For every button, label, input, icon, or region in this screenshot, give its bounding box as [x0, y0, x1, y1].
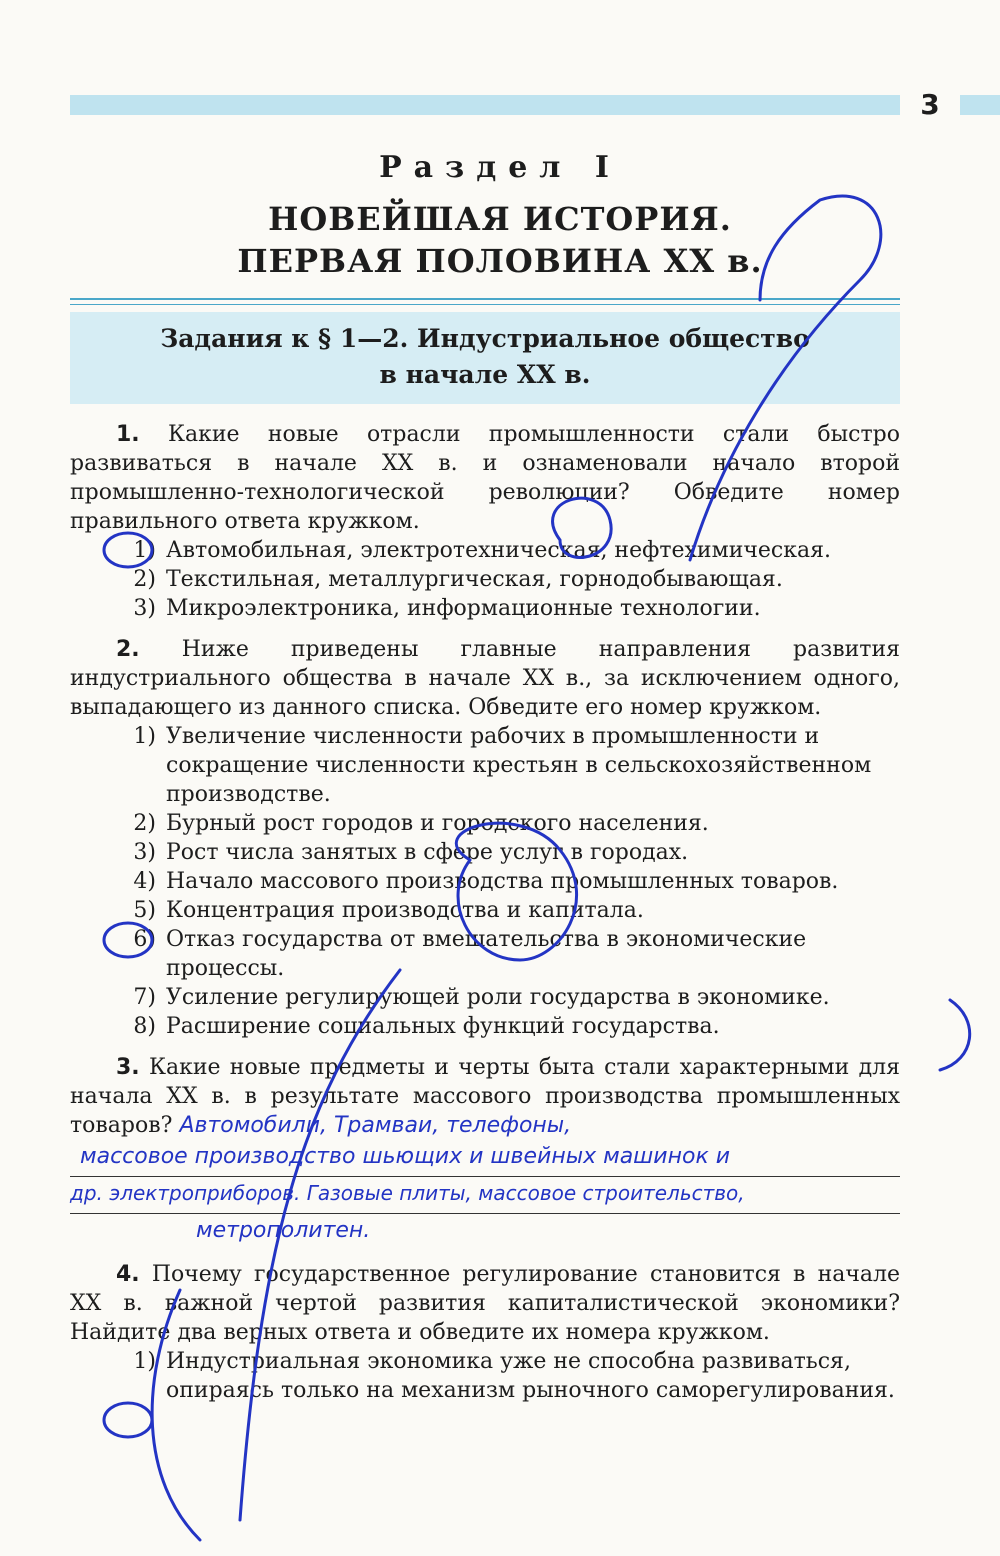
- section-label: Раздел I: [379, 150, 621, 185]
- option-number: 8): [133, 1014, 156, 1039]
- header-band-right: [960, 95, 1000, 115]
- option-text: Увеличение численности рабочих в промышленности и сокращение численности крестьян в сельскохозяйственном производстве.: [166, 724, 872, 807]
- task-heading-line2: в начале XX в.: [379, 360, 591, 389]
- option-text: Текстильная, металлургическая, горнодобывающая.: [166, 567, 783, 592]
- task-2-text: Ниже приведены главные направления развития индустриального общества в начале XX в., за исключением одного, выпадающего из данного списка. Обведите его номер кружком.: [70, 637, 900, 720]
- task-2-option-3[interactable]: [70, 838, 900, 867]
- option-text: Бурный рост городов и городского населения.: [166, 811, 709, 836]
- task-3-number: 3.: [116, 1055, 140, 1080]
- task-3-question: [70, 1053, 900, 1140]
- task-1-option-3[interactable]: [70, 594, 900, 623]
- task-1-text: Какие новые отрасли промышленности стали быстро развиваться в начале XX в. и ознаменовали начало второй промышленно-технологической революции? Обведите номер правильного ответа кружком.: [70, 422, 900, 534]
- task-heading: [70, 312, 900, 404]
- answer-line-3: [70, 1214, 900, 1248]
- task-2-option-8[interactable]: [70, 1012, 900, 1041]
- option-number: 3): [133, 596, 156, 621]
- task-1-option-2[interactable]: [70, 565, 900, 594]
- option-number: 4): [133, 869, 156, 894]
- task-2-option-1[interactable]: [70, 722, 900, 809]
- pen-scribble-6: [940, 1000, 970, 1070]
- option-text: Микроэлектроника, информационные технологии.: [166, 596, 761, 621]
- chapter-title-line2: ПЕРВАЯ ПОЛОВИНА XX в.: [237, 242, 763, 280]
- task-2-option-7[interactable]: [70, 983, 900, 1012]
- task-2-option-4[interactable]: [70, 867, 900, 896]
- task-3-text: Какие новые предметы и черты быта стали характерными для начала XX в. в результате массового производства промышленных товаров?: [70, 1055, 901, 1138]
- task-4-question: [70, 1260, 900, 1347]
- task-2-number: 2.: [116, 637, 140, 662]
- option-text: Усиление регулирующей роли государства в экономике.: [166, 985, 830, 1010]
- handwritten-answer-line2: массовое производство шьющих и швейных машинок и: [80, 1144, 731, 1169]
- option-number: 2): [133, 811, 156, 836]
- handwritten-answer-line4: метрополитен.: [196, 1218, 371, 1243]
- handwritten-answer-line1: Автомобили, Трамваи, телефоны,: [179, 1113, 572, 1138]
- option-text: Расширение социальных функций государства.: [166, 1014, 720, 1039]
- option-number: 1): [133, 538, 156, 563]
- task-2-option-6[interactable]: [70, 925, 900, 983]
- option-number: 2): [133, 567, 156, 592]
- task-1: [70, 420, 900, 623]
- option-text: Отказ государства от вмешательства в экономические процессы.: [166, 927, 807, 981]
- answer-line-1[interactable]: [70, 1140, 900, 1177]
- task-4-option-1[interactable]: [70, 1347, 900, 1405]
- task-2-option-2[interactable]: [70, 809, 900, 838]
- chapter-title-line1: НОВЕЙШАЯ ИСТОРИЯ.: [268, 200, 732, 238]
- option-number: 1): [133, 1349, 156, 1374]
- divider-rule-thin: [70, 304, 900, 305]
- handwritten-answer-line3: др. электроприборов. Газовые плиты, массовое строительство,: [70, 1181, 745, 1205]
- option-text: Начало массового производства промышленных товаров.: [166, 869, 839, 894]
- task-1-option-1[interactable]: [70, 536, 900, 565]
- task-2-option-5[interactable]: [70, 896, 900, 925]
- task-1-number: 1.: [116, 422, 140, 447]
- option-text: Индустриальная экономика уже не способна развиваться, опираясь только на механизм рыночного саморегулирования.: [166, 1349, 895, 1403]
- option-number: 6): [133, 927, 156, 952]
- header-band: [70, 95, 900, 115]
- option-text: Автомобильная, электротехническая, нефтехимическая.: [166, 538, 831, 563]
- option-number: 1): [133, 724, 156, 749]
- option-text: Концентрация производства и капитала.: [166, 898, 644, 923]
- task-3: [70, 1053, 900, 1248]
- task-4: [70, 1260, 900, 1405]
- option-number: 5): [133, 898, 156, 923]
- task-heading-line1: Задания к § 1—2. Индустриальное общество: [160, 324, 810, 353]
- task-2: [70, 635, 900, 1041]
- option-text: Рост числа занятых в сфере услуг в городах.: [166, 840, 689, 865]
- page-number: 3: [920, 88, 940, 121]
- task-1-question: [70, 420, 900, 536]
- task-2-question: [70, 635, 900, 722]
- task-4-text: Почему государственное регулирование становится в начале XX в. важной чертой развития капиталистической экономики? Найдите два верных ответа и обведите их номера кружком.: [70, 1262, 901, 1345]
- task-4-number: 4.: [116, 1262, 140, 1287]
- answer-line-2[interactable]: [70, 1177, 900, 1214]
- option-number: 7): [133, 985, 156, 1010]
- option-number: 3): [133, 840, 156, 865]
- page-content: [70, 420, 900, 1417]
- divider-rule: [70, 298, 900, 300]
